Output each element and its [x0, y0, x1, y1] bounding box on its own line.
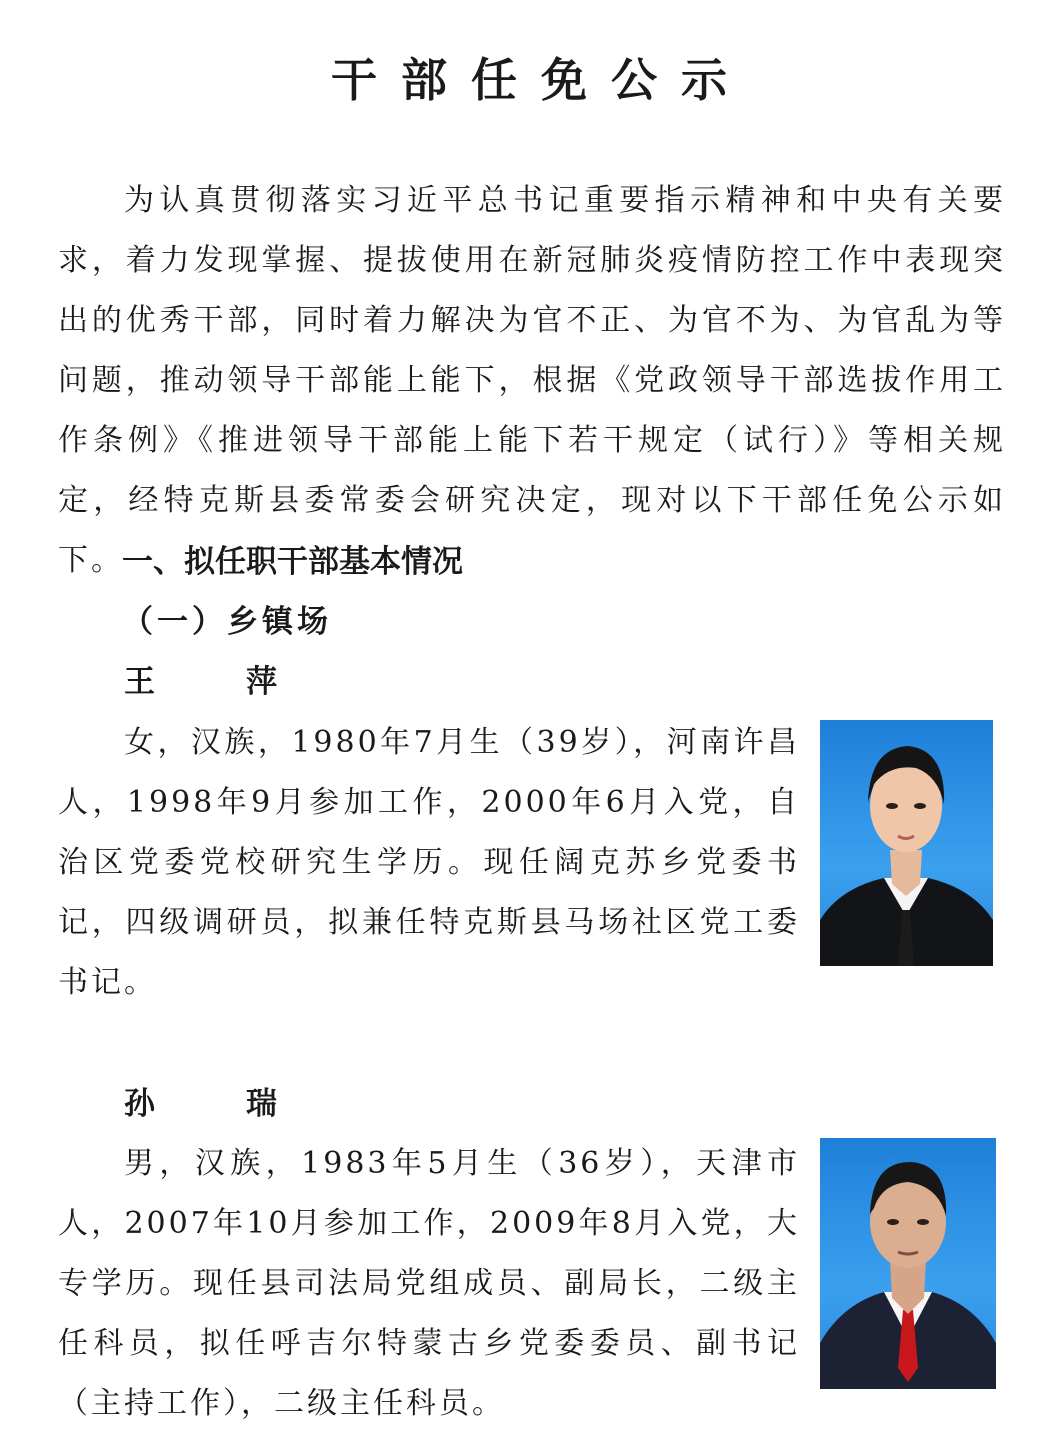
portrait-photo-female [820, 720, 993, 966]
person-name: 孙 瑞 [124, 1086, 307, 1122]
person-bio: 女，汉族，1980年7月生（39岁），河南许昌人，1998年9月参加工作，2000年6月入党，自治区党委党校研究生学历。现任阔克苏乡党委书记，四级调研员，拟兼任特克斯县马场社区党工委书记。 [58, 725, 800, 1000]
page-title: 干部任免公示 [331, 53, 751, 107]
intro-paragraph: 为认真贯彻落实习近平总书记重要指示精神和中央有关要求，着力发现掌握、提拔使用在新冠肺炎疫情防控工作中表现突出的优秀干部，同时着力解决为官不正、为官不为、为官乱为等问题，推动领导干部能上能下，根据《党政领导干部选拔作用工作条例》《推进领导干部能上能下若干规定（试行）》等相关规定，经特克斯县委常委会研究决定，现对以下干部任免公示如下。 [58, 183, 1006, 578]
person-name: 王 萍 [124, 664, 307, 700]
person-bio: 男，汉族，1983年5月生（36岁），天津市人，2007年10月参加工作，2009年8月入党，大专学历。现任县司法局党组成员、副局长，二级主任科员，拟任呼吉尔特蒙古乡党委委员、副书记（主持工作），二级主任科员。 [58, 1146, 800, 1421]
portrait-photo-male [820, 1138, 996, 1389]
section-heading: 一、拟任职干部基本情况 [122, 544, 463, 580]
subsection-heading: （一）乡镇场 [122, 604, 332, 640]
